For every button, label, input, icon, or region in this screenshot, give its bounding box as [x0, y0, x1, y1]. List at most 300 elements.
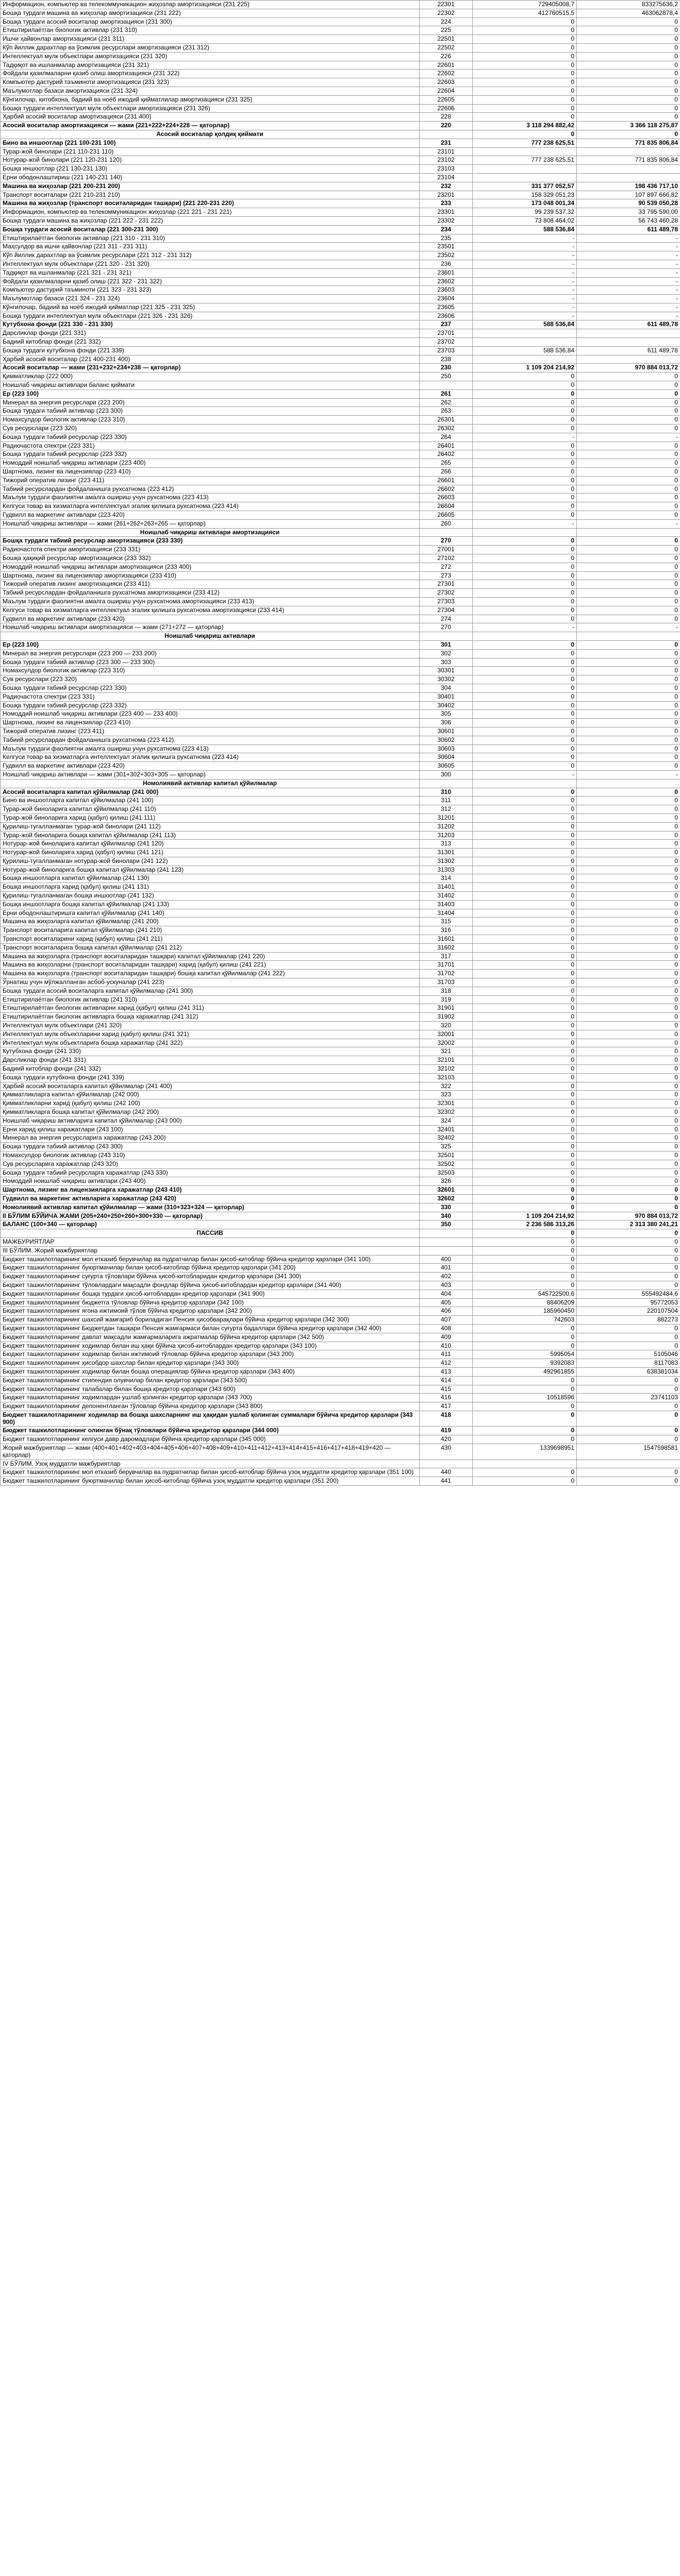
row-name-cell: Бюджет ташкилотларининг буюртмачилар билан ҳисоб-китоблар бўйича узоқ муддатли кредитор қарзлари (351 200): [1, 1477, 420, 1486]
row-name-cell: Турар-жой биноларига капитал қўйилмалар (241 110): [1, 805, 420, 814]
row-name-cell: Етиштирилаётган биологик активларни харид (қабул) қилиш (241 311): [1, 1004, 420, 1013]
table-row: [1, 1134, 680, 1143]
row-value-cell: 0: [473, 675, 577, 684]
row-value-cell: 0: [577, 918, 680, 926]
row-value-cell: 0: [473, 1143, 577, 1151]
table-row: [1, 1099, 680, 1108]
table-row: [1, 900, 680, 909]
row-value-cell: 0: [577, 1342, 680, 1350]
row-code-cell: [420, 1229, 473, 1238]
row-value-cell: [577, 779, 680, 788]
row-name-cell: Бошқа иншоотлар (221 130-231 130): [1, 165, 420, 174]
table-row: [1, 234, 680, 243]
row-value-cell: -: [473, 295, 577, 303]
row-code-cell: 228: [420, 113, 473, 122]
table-row: [1, 1073, 680, 1082]
row-name-cell: Етиштирилаётган биологик активлар (231 310): [1, 26, 420, 35]
table-row: [1, 407, 680, 416]
table-row: [1, 926, 680, 935]
row-value-cell: 0: [473, 372, 577, 381]
table-row: [1, 978, 680, 987]
row-value-cell: 0: [577, 701, 680, 710]
row-name-cell: Бюджет ташкилотларининг бошқа турдаги ҳисоб-китоблардан кредитор қарзлари (341 900): [1, 1290, 420, 1298]
row-value-cell: 0: [577, 883, 680, 892]
row-value-cell: -: [473, 519, 577, 528]
row-name-cell: Ноишлаб чиқариш активлари баланс қиймати: [1, 381, 420, 390]
row-name-cell: Ҳарбий асосий воситалар амортизацияси (231 400): [1, 113, 420, 122]
row-value-cell: 0: [473, 485, 577, 494]
row-code-cell: 265: [420, 459, 473, 468]
row-value-cell: 0: [473, 537, 577, 546]
row-name-cell: Бошқа турдаги кутубхона фонди (241 339): [1, 1073, 420, 1082]
row-value-cell: 1 109 204 214,92: [473, 364, 577, 372]
table-row: [1, 156, 680, 165]
row-name-cell: Турар-жой биноларига бошқа капитал қўйилмалар (241 113): [1, 831, 420, 840]
row-value-cell: -: [473, 260, 577, 268]
row-value-cell: 0: [577, 1125, 680, 1134]
row-value-cell: 0: [577, 736, 680, 744]
table-row: [1, 995, 680, 1004]
row-name-cell: Бюджет ташкилотларининг мол етказиб берувчилар ва пудратчилар билан ҳисоб-китоблар бўйича кредитор қарзлари (341 100): [1, 1255, 420, 1264]
row-value-cell: 0: [577, 1082, 680, 1091]
row-name-cell: Машина ва жиҳозлар (221 200-231 200): [1, 182, 420, 191]
row-code-cell: 32602: [420, 1194, 473, 1203]
row-value-cell: 0: [473, 1030, 577, 1039]
row-value-cell: 0: [473, 952, 577, 961]
row-code-cell: 303: [420, 658, 473, 667]
row-value-cell: 611 489,78: [577, 320, 680, 329]
row-value-cell: 588 536,84: [473, 320, 577, 329]
table-row: [1, 1194, 680, 1203]
table-row: [1, 338, 680, 347]
row-code-cell: 22301: [420, 1, 473, 9]
row-value-cell: -: [577, 234, 680, 243]
row-value-cell: 0: [577, 398, 680, 407]
row-value-cell: 0: [577, 442, 680, 450]
row-value-cell: 0: [473, 970, 577, 978]
row-value-cell: 0: [473, 649, 577, 658]
row-value-cell: 9392083: [473, 1359, 577, 1368]
row-code-cell: 23702: [420, 338, 473, 347]
table-row: [1, 485, 680, 494]
row-value-cell: 158 329 051,23: [473, 191, 577, 199]
row-value-cell: 0: [473, 1047, 577, 1056]
row-value-cell: 0: [473, 511, 577, 520]
row-value-cell: 0: [577, 113, 680, 122]
row-name-cell: Шартнома, лизинг ва лицензиялар амортизацияси (233 410): [1, 571, 420, 580]
row-name-cell: Нотурар-жой бинолари (221 120-231 120): [1, 156, 420, 165]
row-name-cell: Бошқа турдаги асосий воситалар амортизацияси (231 300): [1, 18, 420, 26]
row-value-cell: 0: [473, 615, 577, 623]
row-code-cell: 430: [420, 1444, 473, 1460]
row-value-cell: 0: [577, 987, 680, 995]
table-row: [1, 528, 680, 537]
row-value-cell: 0: [473, 606, 577, 615]
table-row: [1, 364, 680, 372]
row-value-cell: 0: [473, 978, 577, 987]
row-code-cell: 32002: [420, 1039, 473, 1047]
row-value-cell: 0: [577, 1099, 680, 1108]
row-value-cell: 220107504: [577, 1307, 680, 1316]
row-value-cell: 492961855: [473, 1367, 577, 1376]
row-code-cell: 31203: [420, 831, 473, 840]
row-value-cell: 611 489,78: [577, 225, 680, 234]
row-name-cell: Бошқа турдаги интеллектуал мулк объектлари (221 326 - 231 326): [1, 312, 420, 320]
row-code-cell: 314: [420, 874, 473, 883]
row-code-cell: 310: [420, 788, 473, 796]
row-code-cell: 323: [420, 1091, 473, 1099]
row-code-cell: 32503: [420, 1168, 473, 1177]
table-row: [1, 113, 680, 122]
table-row: [1, 580, 680, 589]
row-code-cell: 31302: [420, 857, 473, 866]
row-value-cell: 588 536,84: [473, 346, 577, 355]
row-value-cell: 0: [473, 1376, 577, 1385]
row-name-cell: Бошқа турдаги интеллектуал мулк объектлари амортизацияси (231 326): [1, 104, 420, 113]
row-value-cell: [577, 147, 680, 156]
row-value-cell: 173 048 001,34: [473, 199, 577, 208]
row-name-cell: Асосий воситаларга капитал қўйилмалар (241 000): [1, 788, 420, 796]
row-value-cell: -: [473, 286, 577, 295]
row-code-cell: 26603: [420, 494, 473, 502]
row-value-cell: 771 835 806,84: [577, 139, 680, 147]
row-code-cell: [420, 1460, 473, 1468]
row-code-cell: 23201: [420, 191, 473, 199]
row-code-cell: 322: [420, 1082, 473, 1091]
row-value-cell: 0: [473, 1435, 577, 1444]
row-value-cell: 0: [577, 416, 680, 425]
row-value-cell: 0: [473, 1039, 577, 1047]
row-code-cell: [420, 130, 473, 139]
row-value-cell: 0: [473, 546, 577, 554]
table-row: [1, 1022, 680, 1030]
row-value-cell: 107 897 666,82: [577, 191, 680, 199]
table-row: [1, 753, 680, 762]
row-name-cell: Асосий воситалар амортизацияси — жами (221+222+224+228 — қаторлар): [1, 122, 420, 130]
row-value-cell: 0: [577, 744, 680, 753]
row-name-cell: Бюджет ташкилотларининг стипендия олувчилар билан кредитор қарзлари (343 500): [1, 1376, 420, 1385]
row-name-cell: Бошқа иншоотларга капитал қўйилмалар (241 130): [1, 874, 420, 883]
row-code-cell: 32402: [420, 1134, 473, 1143]
row-value-cell: 0: [577, 589, 680, 598]
row-value-cell: 0: [473, 416, 577, 425]
row-value-cell: 0: [473, 1116, 577, 1125]
row-value-cell: 99 239 537,32: [473, 208, 577, 217]
table-row: [1, 701, 680, 710]
row-code-cell: 302: [420, 649, 473, 658]
row-name-cell: ПАССИВ: [1, 1229, 420, 1238]
row-code-cell: 233: [420, 199, 473, 208]
table-row: [1, 502, 680, 511]
table-row: [1, 632, 680, 641]
row-name-cell: Бюджет ташкилотларининг ходимлар билан бошқа операциялар бўйича кредитор қарзлари (343 400): [1, 1367, 420, 1376]
row-value-cell: 0: [473, 1125, 577, 1134]
row-value-cell: 0: [473, 840, 577, 849]
row-name-cell: Бошқа турдаги кутубхона фонди (221 339): [1, 346, 420, 355]
row-value-cell: [473, 338, 577, 347]
row-code-cell: 231: [420, 139, 473, 147]
row-code-cell: 26602: [420, 485, 473, 494]
row-value-cell: [577, 528, 680, 537]
row-name-cell: Машина ва жиҳозларга (транспорт воситаларидан ташқари) капитал қўйилмалар (241 220): [1, 952, 420, 961]
row-name-cell: Нотурар-жой биноларига харид (қабул) қилиш (241 121): [1, 849, 420, 857]
table-row: [1, 987, 680, 995]
table-row: [1, 398, 680, 407]
table-row: [1, 667, 680, 675]
table-row: [1, 1477, 680, 1486]
row-name-cell: Радиочастота спектри (223 331): [1, 442, 420, 450]
row-code-cell: 26301: [420, 416, 473, 425]
row-code-cell: 32502: [420, 1160, 473, 1168]
row-name-cell: Келгуси товар ва хизматларга интеллектуал эгалик қилишга рухсатнома (223 414): [1, 502, 420, 511]
row-name-cell: Бошқа турдаги табиий ресурслар (223 330): [1, 433, 420, 442]
row-value-cell: 0: [577, 1039, 680, 1047]
row-value-cell: 0: [473, 667, 577, 675]
row-value-cell: 0: [577, 1468, 680, 1477]
row-name-cell: Номолиявий активлар капитал қўйилмалар — жами (310+323+324 — қаторлар): [1, 1203, 420, 1212]
row-code-cell: 319: [420, 995, 473, 1004]
row-value-cell: 0: [473, 26, 577, 35]
table-row: [1, 312, 680, 320]
table-row: [1, 182, 680, 191]
row-name-cell: Бюджет ташкилотларининг ходимлардан ушлаб қолинган кредитор қарзлари (343 700): [1, 1394, 420, 1402]
row-value-cell: 0: [473, 1402, 577, 1411]
row-value-cell: 5995054: [473, 1350, 577, 1359]
table-row: [1, 147, 680, 156]
row-value-cell: 0: [577, 640, 680, 649]
row-value-cell: 0: [577, 52, 680, 61]
row-value-cell: 0: [473, 1004, 577, 1013]
table-row: [1, 1298, 680, 1307]
table-row: [1, 1264, 680, 1273]
row-value-cell: 73 808 464,02: [473, 216, 577, 225]
row-value-cell: [473, 528, 577, 537]
row-name-cell: Етиштирилаётган биологик активларга бошқа харажатлар (241 312): [1, 1013, 420, 1022]
row-value-cell: 0: [577, 1203, 680, 1212]
row-name-cell: Сув ресурслари (223 320): [1, 675, 420, 684]
row-code-cell: 26302: [420, 425, 473, 433]
table-row: [1, 277, 680, 286]
row-code-cell: 410: [420, 1342, 473, 1350]
table-row: [1, 788, 680, 796]
row-name-cell: II БЎЛИМ БЎЙИЧА ЖАМИ (205+240+250+260+300+330 — қаторлар): [1, 1212, 420, 1221]
row-name-cell: Ҳарбий асосий воситаларга капитал қўйилмалар (241 400): [1, 1082, 420, 1091]
row-code-cell: 23104: [420, 173, 473, 182]
row-value-cell: 0: [577, 1013, 680, 1022]
row-code-cell: 31703: [420, 978, 473, 987]
row-name-cell: Шартнома, лизинг ва лицензиялар (223 410): [1, 719, 420, 727]
table-row: [1, 268, 680, 277]
row-code-cell: 30401: [420, 692, 473, 701]
row-code-cell: 418: [420, 1411, 473, 1427]
row-name-cell: Турар-жой биноларига харид (қабул) қилиш (241 111): [1, 814, 420, 822]
row-name-cell: Бюджет ташкилотларининг ходимлар билан ижтимоий тўловлар бўйича кредитор қарзлари (343 200): [1, 1350, 420, 1359]
row-code-cell: 263: [420, 407, 473, 416]
row-code-cell: 27001: [420, 546, 473, 554]
row-code-cell: 237: [420, 320, 473, 329]
row-name-cell: Қимматликларни харид (қабул) қилиш (242 100): [1, 1099, 420, 1108]
row-value-cell: 0: [577, 935, 680, 944]
row-name-cell: Интеллектуал мулк объектларини харид (қабул) қилиш (241 321): [1, 1030, 420, 1039]
row-name-cell: Бошқа ҳақиқий ресурслар амортизацияси (233 332): [1, 554, 420, 563]
table-row: [1, 1342, 680, 1350]
row-value-cell: 0: [473, 554, 577, 563]
row-value-cell: 95772053: [577, 1298, 680, 1307]
table-row: [1, 1186, 680, 1195]
table-row: [1, 710, 680, 719]
row-code-cell: 27304: [420, 606, 473, 615]
row-value-cell: -: [577, 243, 680, 251]
table-row: [1, 623, 680, 632]
row-code-cell: 300: [420, 770, 473, 779]
row-code-cell: 350: [420, 1221, 473, 1229]
row-value-cell: 777 238 625,51: [473, 156, 577, 165]
row-value-cell: 545722500,6: [473, 1290, 577, 1298]
row-code-cell: 31303: [420, 866, 473, 874]
row-value-cell: 0: [473, 814, 577, 822]
row-value-cell: 0: [473, 502, 577, 511]
row-name-cell: Бадиий китоблар фонди (221 332): [1, 338, 420, 347]
row-value-cell: 0: [577, 1435, 680, 1444]
row-value-cell: 0: [577, 485, 680, 494]
row-value-cell: [473, 355, 577, 364]
row-code-cell: 417: [420, 1402, 473, 1411]
row-value-cell: 0: [473, 1022, 577, 1030]
row-code-cell: 32601: [420, 1186, 473, 1195]
row-code-cell: 440: [420, 1468, 473, 1477]
row-name-cell: Турар-жой бинолари (221 110-231 110): [1, 147, 420, 156]
row-name-cell: Минерал ва энергия ресурслари (223 200): [1, 398, 420, 407]
row-code-cell: 23102: [420, 156, 473, 165]
row-name-cell: Бюджет ташкилотларининг мол етказиб берувчилар ва пудратчилар билан ҳисоб-китоблар бўйича узоқ муддатли кредитор қарзлари (351 100): [1, 1468, 420, 1477]
row-code-cell: 324: [420, 1116, 473, 1125]
row-value-cell: 0: [473, 389, 577, 398]
row-value-cell: 0: [473, 1013, 577, 1022]
row-code-cell: 304: [420, 684, 473, 692]
row-value-cell: 0: [577, 978, 680, 987]
row-name-cell: Бошқа турдаги табиий ресурслар (223 332): [1, 701, 420, 710]
row-value-cell: 0: [577, 546, 680, 554]
table-row: [1, 1324, 680, 1333]
table-row: [1, 719, 680, 727]
row-code-cell: 330: [420, 1203, 473, 1212]
row-value-cell: 588 536,84: [473, 225, 577, 234]
row-value-cell: 0: [473, 831, 577, 840]
row-name-cell: Бюджет ташкилотларининг шахсий жамғариб бориладиган Пенсия ҳисобварақлари бўйича кредитор қарзлари (342 300): [1, 1316, 420, 1325]
row-name-cell: Қимматликлар (222 000): [1, 372, 420, 381]
table-row: [1, 1091, 680, 1099]
row-code-cell: 400: [420, 1255, 473, 1264]
row-code-cell: 31404: [420, 909, 473, 918]
table-row: [1, 805, 680, 814]
row-value-cell: 0: [473, 1108, 577, 1117]
row-name-cell: Интеллектуал мулк объектларига бошқа харажатлар (241 322): [1, 1039, 420, 1047]
table-row: [1, 571, 680, 580]
row-code-cell: 31401: [420, 883, 473, 892]
row-name-cell: Номоддий ноишлаб чиқариш активлари амортизацияси (233 400): [1, 563, 420, 571]
row-value-cell: 0: [577, 1134, 680, 1143]
row-value-cell: 0: [577, 606, 680, 615]
table-row: [1, 355, 680, 364]
row-value-cell: 638381034: [577, 1367, 680, 1376]
table-row: [1, 208, 680, 217]
row-value-cell: 0: [577, 1411, 680, 1427]
row-name-cell: Маҳсулдор ва ишчи ҳайвонлар (221 311 - 231 311): [1, 243, 420, 251]
table-row: [1, 1376, 680, 1385]
row-value-cell: 777 238 625,51: [473, 139, 577, 147]
table-row: [1, 589, 680, 598]
row-value-cell: 0: [577, 70, 680, 78]
table-row: [1, 476, 680, 485]
row-name-cell: Интеллектуал мулк объектлари (221 320 - 231 320): [1, 260, 420, 268]
row-code-cell: 312: [420, 805, 473, 814]
row-value-cell: 0: [473, 95, 577, 104]
row-value-cell: -: [577, 277, 680, 286]
row-name-cell: Ер (223 100): [1, 640, 420, 649]
row-value-cell: 0: [473, 719, 577, 727]
row-value-cell: 0: [473, 909, 577, 918]
row-code-cell: 402: [420, 1273, 473, 1281]
table-row: [1, 104, 680, 113]
row-value-cell: 0: [473, 692, 577, 701]
row-code-cell: 238: [420, 355, 473, 364]
row-code-cell: 250: [420, 372, 473, 381]
row-value-cell: 0: [473, 1168, 577, 1177]
row-name-cell: Бошқа турдаги табиий ресурсларга харажатлар (243 330): [1, 1168, 420, 1177]
row-value-cell: 0: [577, 900, 680, 909]
row-code-cell: 23502: [420, 251, 473, 260]
row-value-cell: 5105046: [577, 1350, 680, 1359]
row-value-cell: 0: [473, 883, 577, 892]
row-value-cell: 0: [473, 943, 577, 952]
table-row: [1, 320, 680, 329]
row-code-cell: 30602: [420, 736, 473, 744]
row-value-cell: 0: [577, 1477, 680, 1486]
row-value-cell: 0: [473, 407, 577, 416]
row-value-cell: 0: [473, 87, 577, 95]
row-code-cell: 22604: [420, 87, 473, 95]
table-row: [1, 1047, 680, 1056]
row-value-cell: 0: [473, 1134, 577, 1143]
row-value-cell: 0: [577, 597, 680, 606]
row-value-cell: 0: [473, 874, 577, 883]
table-row: [1, 1108, 680, 1117]
row-name-cell: Номахсулдор биологик активлар (223 310): [1, 416, 420, 425]
row-value-cell: 0: [473, 1091, 577, 1099]
row-code-cell: 27301: [420, 580, 473, 589]
row-value-cell: 185960450: [473, 1307, 577, 1316]
row-value-cell: 1339698951: [473, 1444, 577, 1460]
row-name-cell: БАЛАНС (100+340 — қаторлар): [1, 1221, 420, 1229]
table-row: [1, 1367, 680, 1376]
table-row: [1, 87, 680, 95]
row-value-cell: 0: [473, 1385, 577, 1394]
row-code-cell: 403: [420, 1281, 473, 1290]
row-name-cell: Кўнгилочар, бадиий ва ноёб ижодий қийматлар (221 325 - 231 325): [1, 303, 420, 312]
row-name-cell: Бошқа турдаги табиий ресурслар амортизацияси (233 330): [1, 537, 420, 546]
row-name-cell: IV БЎЛИМ. Узоқ муддатли мажбуриятлар: [1, 1460, 420, 1468]
row-name-cell: Радиочастота спектри (223 331): [1, 692, 420, 701]
table-row: [1, 303, 680, 312]
row-name-cell: Ўрнатиш учун мўлжалланган асбоб-ускуналар (241 223): [1, 978, 420, 987]
row-code-cell: [420, 779, 473, 788]
table-row: [1, 874, 680, 883]
row-value-cell: 0: [577, 857, 680, 866]
table-row: [1, 1281, 680, 1290]
row-value-cell: 0: [473, 61, 577, 70]
row-name-cell: Нотурар-жой биноларига бошқа капитал қўйилмалар (241 123): [1, 866, 420, 874]
row-value-cell: 0: [473, 857, 577, 866]
